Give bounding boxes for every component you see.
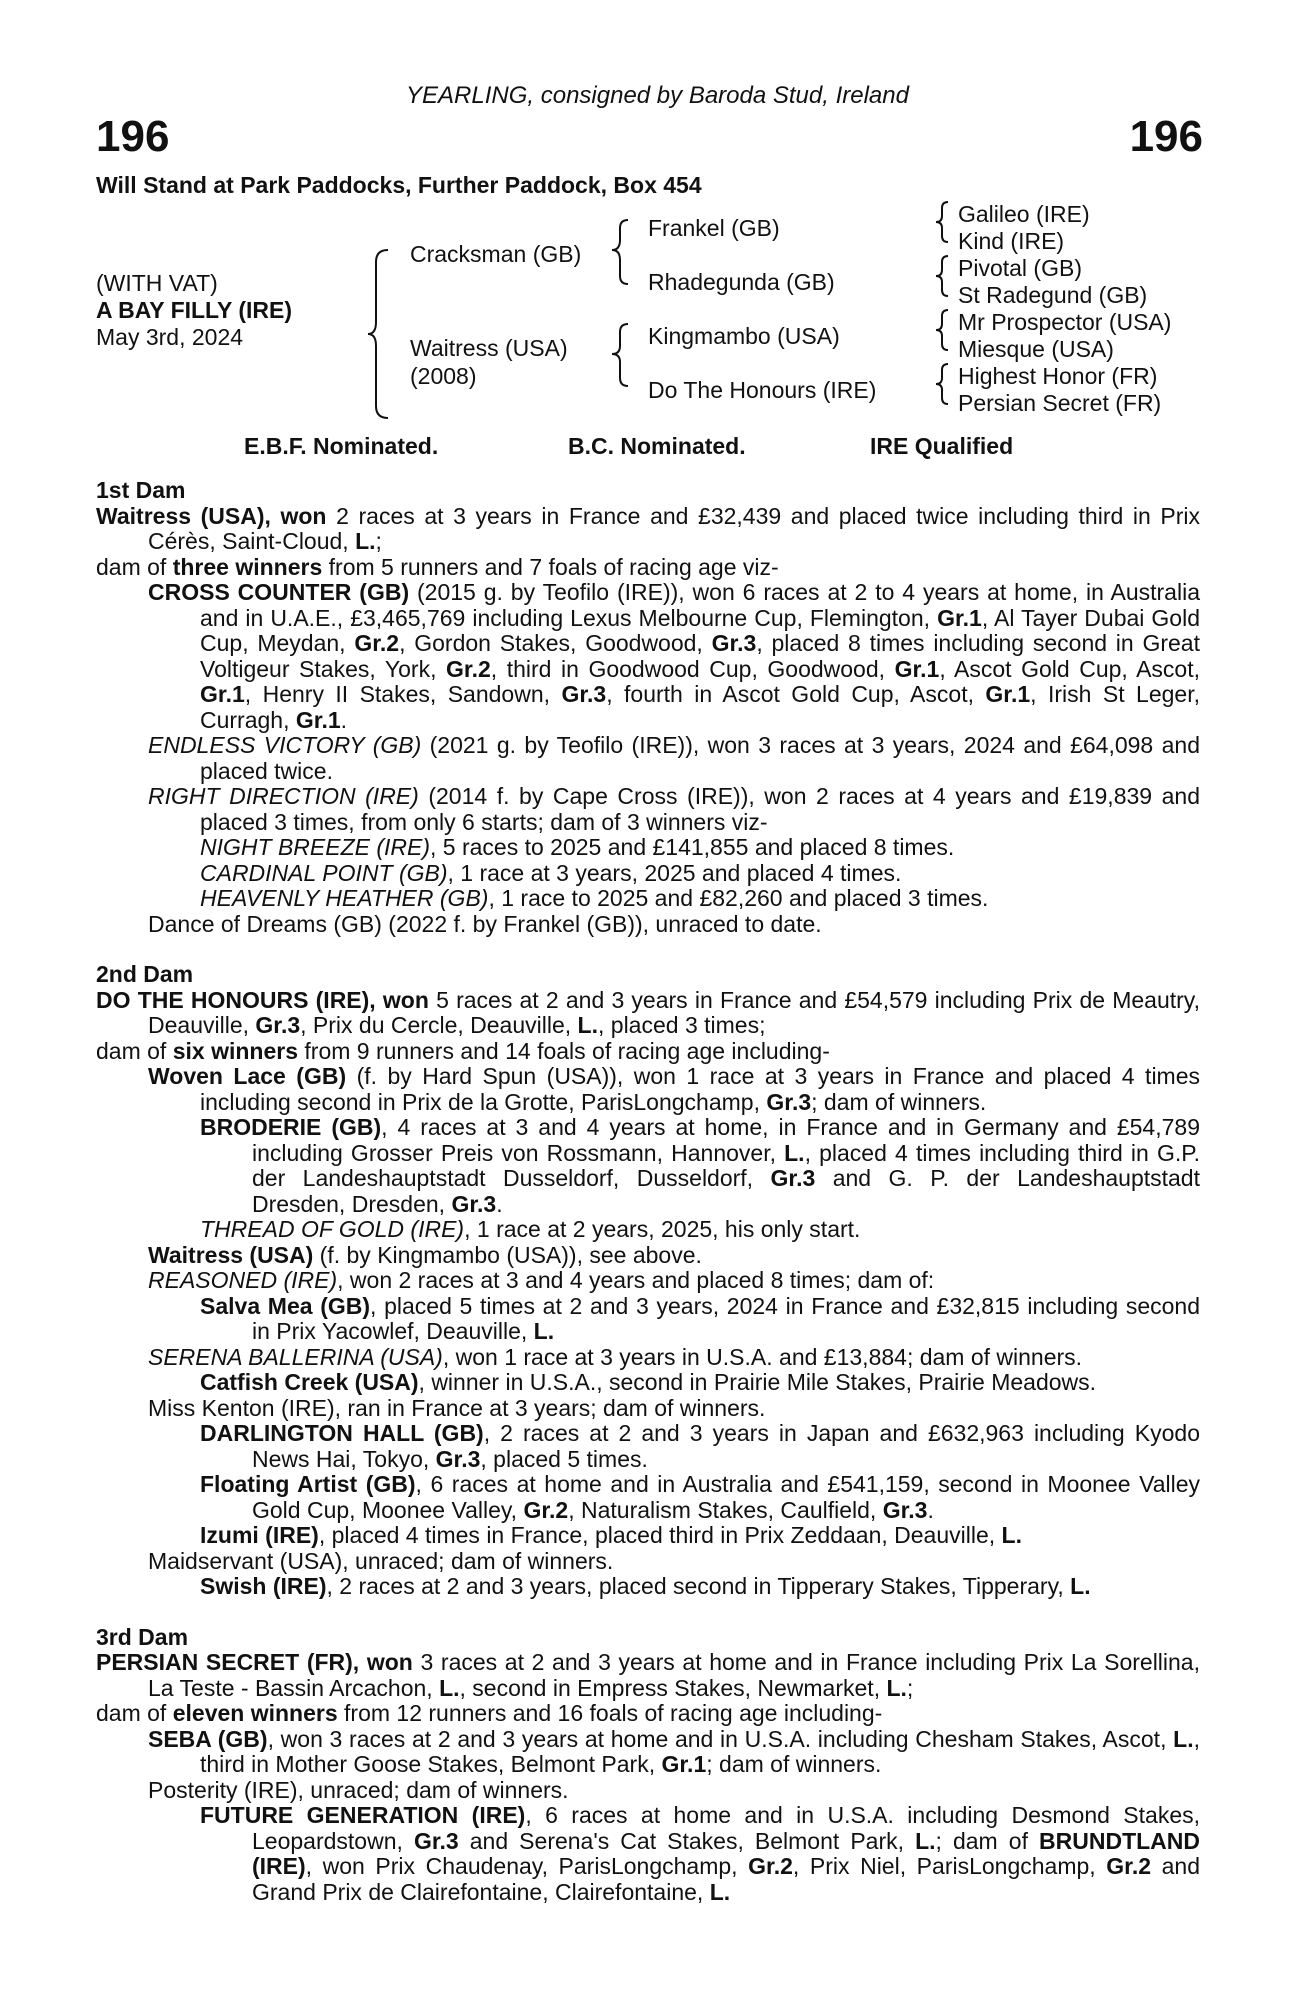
text: , placed 4 times including third in G.P. der Landeshauptstadt Dusseldorf, Dusseldorf,	[252, 1139, 1200, 1191]
listed: L.	[355, 528, 376, 554]
first-dam-para	[96, 504, 1200, 555]
ss-brace	[936, 202, 948, 242]
horse-name: Woven Lace (GB)	[148, 1063, 347, 1089]
grade: Gr.3	[255, 1012, 301, 1038]
text: , 2 races at 2 and 3 years, placed second in Tipperary Stakes, Tipperary,	[326, 1573, 1071, 1599]
dam-dam: Do The Honours (IRE)	[648, 377, 877, 403]
progeny-cross-counter	[96, 580, 1200, 733]
text: , Henry II Stakes, Sandown,	[244, 681, 562, 707]
progeny-dance-of-dreams	[96, 912, 1200, 938]
text: Dance of Dreams (GB) (2022 f. by Frankel (GB)), unraced to date.	[148, 910, 822, 937]
text: dam of	[96, 1700, 173, 1726]
listed: L.	[533, 1318, 555, 1344]
text: , 1 race at 3 years, 2025 and placed 4 times.	[447, 859, 902, 886]
text: Maidservant (USA), unraced; dam of winners.	[148, 1547, 614, 1574]
text: , won 3 races at 2 and 3 years at home and in U.S.A. including Chesham Stakes, Ascot,	[267, 1725, 1174, 1752]
progeny-seba	[96, 1727, 1200, 1778]
text: (f. by Hard Spun (USA)), won 1 race at 3 years in France and placed 4 times including second in Prix de la Grotte, ParisLongchamp,	[200, 1063, 1200, 1115]
grandprogeny-darlington-hall	[96, 1421, 1200, 1472]
text: and Serena's Cat Stakes, Belmont Park,	[458, 1827, 916, 1854]
grandprogeny-catfish-creek	[96, 1370, 1200, 1396]
dsd: Miesque (USA)	[958, 336, 1114, 362]
text: , 1 race to 2025 and £82,260 and placed 3 times.	[488, 885, 989, 911]
text: ; dam of winners.	[706, 1751, 882, 1777]
text: Miss Kenton (IRE), ran in France at 3 years; dam of winners.	[148, 1394, 766, 1421]
progeny-maidservant	[96, 1549, 1200, 1575]
grade: Gr.3	[561, 681, 607, 707]
sire-brace	[612, 220, 628, 284]
grade: Gr.3	[770, 1165, 816, 1191]
horse-name: BRODERIE (GB)	[200, 1114, 382, 1140]
vat-note: (WITH VAT)	[96, 270, 218, 296]
progeny-serena-ballerina	[96, 1345, 1200, 1371]
text: (2021 g. by Teofilo (IRE)), won 3 races at 3 years, 2024 and £64,098 and placed twice.	[200, 732, 1200, 784]
text: , second in Empress Stakes, Newmarket,	[459, 1674, 887, 1701]
winners-count: three winners	[172, 553, 323, 580]
grade: Gr.3	[451, 1190, 497, 1217]
listed: L.	[1070, 1573, 1091, 1599]
grandprogeny-night-breeze	[96, 835, 1200, 861]
sire-dam: Rhadegunda (GB)	[648, 269, 835, 295]
text: , Prix du Cercle, Deauville,	[300, 1012, 578, 1038]
dam-brace	[612, 324, 628, 386]
bc-nominated: B.C. Nominated.	[568, 433, 746, 459]
consignment-line: YEARLING, consigned by Baroda Stud, Ireland	[406, 82, 909, 109]
progeny-reasoned	[96, 1268, 1200, 1294]
horse-name: CROSS COUNTER (GB)	[148, 579, 410, 605]
text: , Al Tayer Dubai Gold Cup, Meydan,	[200, 604, 1201, 656]
text: , Ascot Gold Cup, Ascot,	[939, 655, 1200, 682]
horse-name: NIGHT BREEZE (IRE)	[200, 834, 431, 860]
grade: Gr.1	[894, 655, 940, 682]
text: from 12 runners and 16 foals of racing age including-	[337, 1700, 883, 1726]
horse-name: DARLINGTON HALL (GB)	[200, 1420, 484, 1446]
listed: L.	[577, 1012, 598, 1038]
text: , Naturalism Stakes, Caulfield,	[568, 1496, 883, 1523]
progeny-woven-lace	[96, 1064, 1200, 1115]
horse-name: RIGHT DIRECTION (IRE)	[148, 783, 419, 809]
grandprogeny-floating-artist	[96, 1472, 1200, 1523]
first-dam-section	[96, 478, 1200, 937]
text: , placed 3 times;	[598, 1012, 766, 1038]
grade: Gr.2	[748, 1853, 793, 1879]
grandprogeny-swish	[96, 1574, 1200, 1600]
horse-name: Izumi (IRE)	[200, 1522, 319, 1548]
text: , 1 race at 2 years, 2025, his only start.	[464, 1216, 861, 1242]
ds-brace	[936, 310, 948, 350]
grade: Gr.2	[354, 630, 400, 656]
stand-location: Will Stand at Park Paddocks, Further Paddock, Box 454	[96, 172, 702, 198]
second-dam-produce	[96, 1039, 1200, 1065]
dds: Highest Honor (FR)	[958, 363, 1158, 389]
horse-name: FUTURE GENERATION (IRE)	[200, 1802, 526, 1828]
text: , 6 races at home and in U.S.A. including Desmond Stakes, Leopardstown,	[252, 1802, 1200, 1854]
text: , won 1 race at 3 years in U.S.A. and £13,884; dam of winners.	[442, 1343, 1083, 1370]
text: and Grand Prix de Clairefontaine, Clairefontaine,	[252, 1853, 1200, 1905]
lot-number-right: 196	[1129, 112, 1203, 161]
listed: L.	[439, 1674, 460, 1701]
progeny-waitress	[96, 1243, 1200, 1269]
horse-name: Salva Mea (GB)	[200, 1292, 371, 1319]
second-dam-name: DO THE HONOURS (IRE), won	[96, 986, 429, 1013]
progeny-miss-kenton	[96, 1396, 1200, 1422]
grandprogeny-heavenly-heather	[96, 886, 1200, 912]
text: , placed 5 times.	[480, 1445, 648, 1472]
text: , Gordon Stakes, Goodwood,	[399, 630, 712, 656]
first-dam-heading: 1st Dam	[96, 477, 186, 503]
horse-name: THREAD OF GOLD (IRE)	[200, 1216, 465, 1242]
main-brace	[368, 250, 388, 418]
progeny-right-direction	[96, 784, 1200, 835]
grade: Gr.1	[661, 1751, 707, 1777]
first-dam-produce	[96, 555, 1200, 581]
progeny-posterity	[96, 1778, 1200, 1804]
grade: Gr.1	[295, 706, 341, 733]
grandprogeny-future-generation	[96, 1803, 1200, 1905]
text: , third in Goodwood Cup, Goodwood,	[490, 655, 895, 682]
horse-name: HEAVENLY HEATHER (GB)	[200, 885, 489, 911]
third-dam-section	[96, 1625, 1200, 1906]
text: , placed 5 times at 2 and 3 years, 2024 in France and £32,815 including second in Prix Yacowlef, Deauville,	[252, 1292, 1200, 1344]
dd-brace	[936, 364, 948, 404]
ddd: Persian Secret (FR)	[958, 390, 1162, 416]
horse-name: Floating Artist (GB)	[200, 1471, 416, 1497]
dam: Waitress (USA)	[410, 335, 568, 361]
grade: Gr.3	[711, 630, 757, 656]
winners-count: eleven winners	[172, 1700, 338, 1726]
text: ; dam of winners.	[811, 1088, 987, 1115]
grade: Gr.1	[985, 681, 1031, 707]
grade: Gr.3	[413, 1827, 459, 1854]
grade: Gr.1	[200, 681, 245, 707]
text: , Prix Niel, ParisLongchamp,	[792, 1853, 1107, 1879]
grade: Gr.3	[435, 1445, 481, 1472]
text: , winner in U.S.A., second in Prairie Mile Stakes, Prairie Meadows.	[418, 1369, 1097, 1395]
grade: Gr.2	[446, 655, 491, 682]
horse-name: Catfish Creek (USA)	[200, 1369, 419, 1395]
text: (2015 g. by Teofilo (IRE)), won 6 races at 2 to 4 years at home, in Australia and in U.A.E., £3,465,769 including Lexus Melbourne Cup, Flemington,	[200, 579, 1200, 631]
grade: Gr.2	[1106, 1853, 1152, 1879]
text: 2 races at 3 years in France and £32,439 and placed twice including third in Prix Cérès, Saint-Cloud,	[148, 502, 1200, 554]
listed: L.	[784, 1139, 805, 1166]
listed: L.	[915, 1827, 936, 1854]
grandprogeny-izumi	[96, 1523, 1200, 1549]
second-dam-heading: 2nd Dam	[96, 961, 194, 987]
horse-name: BRUNDTLAND (IRE)	[252, 1827, 1200, 1879]
text: dam of	[96, 553, 173, 580]
third-dam-name: PERSIAN SECRET (FR), won	[96, 1649, 413, 1675]
text: 5 races at 2 and 3 years in France and £54,579 including Prix de Meautry, Deauville,	[148, 986, 1200, 1038]
grade: Gr.3	[766, 1088, 812, 1115]
text: , Irish St Leger, Curragh,	[200, 681, 1200, 733]
lot-number-left: 196	[96, 112, 170, 161]
dam-year: (2008)	[410, 363, 477, 389]
dss: Mr Prospector (USA)	[958, 309, 1172, 335]
grade: Gr.2	[523, 1496, 569, 1523]
text: .	[927, 1496, 934, 1523]
text: .	[340, 706, 348, 733]
dam-sire: Kingmambo (USA)	[648, 323, 840, 349]
catalogue-body	[96, 478, 1200, 1930]
text: , 5 races to 2025 and £141,855 and placed 8 times.	[430, 834, 955, 860]
foaling-date: May 3rd, 2024	[96, 324, 244, 350]
text: , 6 races at home and in Australia and £541,159, second in Moonee Valley Gold Cup, Moonee Valley,	[252, 1471, 1201, 1523]
horse-name: SERENA BALLERINA (USA)	[148, 1343, 443, 1370]
horse-name: CARDINAL POINT (GB)	[200, 859, 448, 886]
text: (f. by Kingmambo (USA)), see above.	[313, 1241, 702, 1268]
third-dam-produce	[96, 1701, 1200, 1727]
text: , 4 races at 3 and 4 years at home, in France and in Germany and £54,789 including Grosser Preis von Rossmann, Hannover,	[252, 1114, 1200, 1166]
horse-name: Waitress (USA)	[148, 1241, 314, 1268]
text: ;	[375, 528, 382, 554]
text: , fourth in Ascot Gold Cup, Ascot,	[606, 681, 986, 707]
grandprogeny-broderie	[96, 1115, 1200, 1217]
text: .	[496, 1190, 503, 1217]
listed: L.	[1173, 1725, 1194, 1752]
text: from 9 runners and 14 foals of racing age including-	[298, 1037, 830, 1064]
text: Posterity (IRE), unraced; dam of winners.	[148, 1776, 569, 1803]
ssd: Kind (IRE)	[958, 228, 1065, 254]
ire-qualified: IRE Qualified	[870, 433, 1014, 459]
text: and G. P. der Landeshauptstadt Dresden, Dresden,	[252, 1165, 1200, 1217]
sds: Pivotal (GB)	[958, 255, 1082, 281]
grade: Gr.3	[882, 1496, 928, 1523]
text: , placed 4 times in France, placed third in Prix Zeddaan, Deauville,	[318, 1522, 1002, 1548]
text: , 2 races at 2 and 3 years in Japan and £632,963 including Kyodo News Hai, Tokyo,	[252, 1420, 1200, 1472]
text: from 5 runners and 7 foals of racing age viz-	[322, 553, 779, 580]
sdd: St Radegund (GB)	[958, 282, 1148, 308]
listed: L.	[709, 1878, 731, 1905]
text: 3 races at 2 and 3 years at home and in France including Prix La Sorellina, La Teste - Bassin Arcachon,	[148, 1649, 1200, 1701]
text: , third in Mother Goose Stakes, Belmont Park,	[200, 1725, 1201, 1777]
third-dam-heading: 3rd Dam	[96, 1623, 189, 1650]
text: ; dam of	[935, 1827, 1040, 1854]
grade: Gr.1	[937, 604, 982, 631]
third-dam-para	[96, 1650, 1200, 1701]
text: , won 2 races at 3 and 4 years and placed 8 times; dam of:	[337, 1267, 935, 1293]
text: , won Prix Chaudenay, ParisLongchamp,	[305, 1853, 749, 1879]
sd-brace	[936, 256, 948, 296]
first-dam-name: Waitress (USA), won	[96, 502, 327, 529]
sire: Cracksman (GB)	[410, 241, 582, 267]
sss: Galileo (IRE)	[958, 201, 1090, 227]
horse-name: REASONED (IRE)	[148, 1267, 338, 1293]
grandprogeny-salva-mea	[96, 1294, 1200, 1345]
ebf-nominated: E.B.F. Nominated.	[244, 433, 439, 459]
horse-name: ENDLESS VICTORY (GB)	[148, 732, 422, 758]
second-dam-para	[96, 988, 1200, 1039]
sire-sire: Frankel (GB)	[648, 215, 780, 241]
horse-name: SEBA (GB)	[148, 1725, 268, 1752]
progeny-endless-victory	[96, 733, 1200, 784]
second-dam-section	[96, 962, 1200, 1600]
grandprogeny-thread-of-gold	[96, 1217, 1200, 1243]
text: (2014 f. by Cape Cross (IRE)), won 2 races at 4 years and £19,839 and placed 3 times, from only 6 starts; dam of 3 winners viz-	[200, 783, 1200, 835]
listed: L.	[886, 1674, 907, 1701]
winners-count: six winners	[172, 1037, 298, 1064]
text: , placed 8 times including second in Great Voltigeur Stakes, York,	[200, 630, 1200, 682]
horse-name: Swish (IRE)	[200, 1573, 327, 1599]
horse-name: A BAY FILLY (IRE)	[96, 297, 292, 323]
listed: L.	[1001, 1522, 1022, 1548]
text: dam of	[96, 1037, 173, 1064]
text: ;	[906, 1674, 914, 1701]
grandprogeny-cardinal-point	[96, 861, 1200, 887]
